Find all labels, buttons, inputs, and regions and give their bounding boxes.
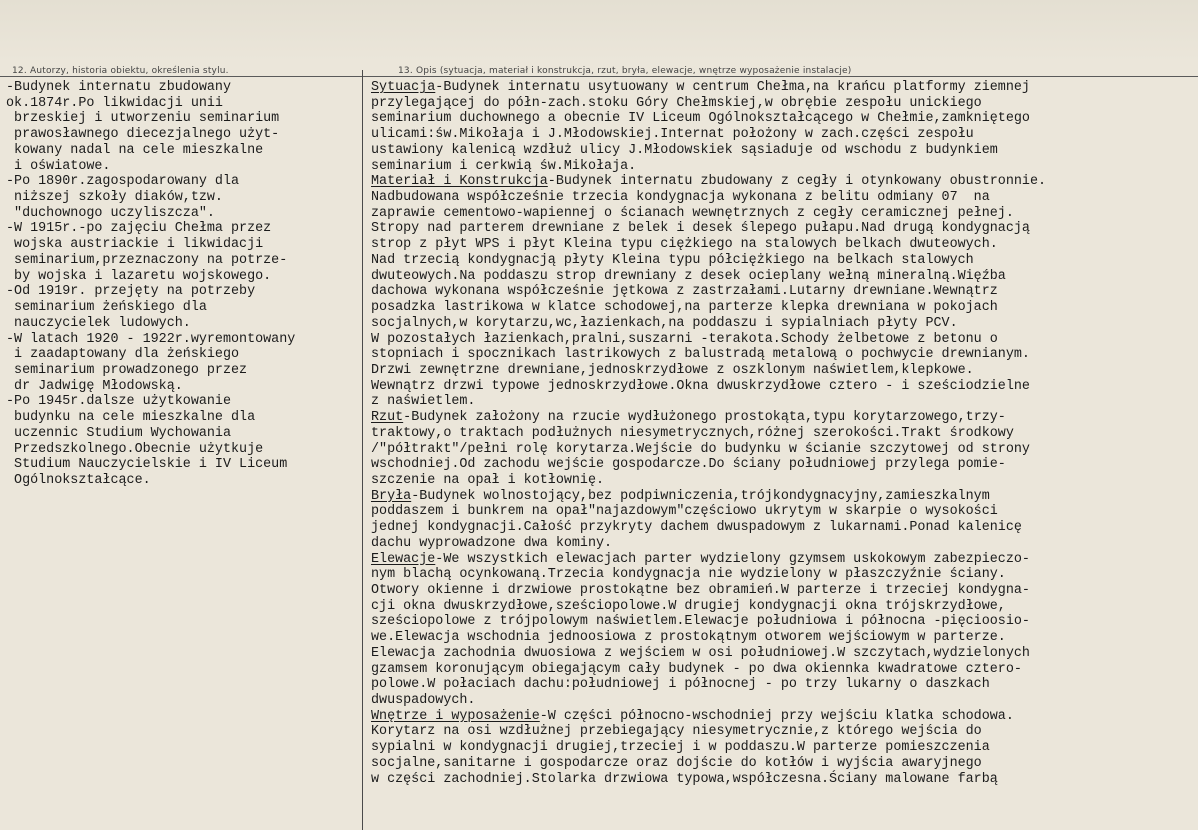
description-text: /"półtrakt"/pełni rolę korytarza.Wejście do budynku w ścianie szczytowej od strony: [371, 441, 1030, 457]
description-text: strop z płyt WPS i płyt Kleina typu ciężkiego na stalowych belkach dwuteowych.: [371, 237, 998, 253]
description-text: ulicami:św.Mikołaja i J.Młodowskiej.Internat położony w zach.części zespołu: [371, 127, 974, 143]
description-line: [371, 662, 1189, 678]
description-text: szczenie na opał i kotłownię.: [371, 472, 605, 488]
section-heading: Wnętrze i wyposażenie: [371, 708, 540, 724]
description-line: [371, 269, 1189, 285]
horizontal-rule: [0, 76, 1198, 77]
description-line: [371, 536, 1189, 552]
description-text: posadzka lastrikowa w klatce schodowej,na parterze klepka drewniana w pokojach: [371, 300, 998, 316]
description-text: jednej kondygnacji.Całość przykryty dachem dwuspadowym z lukarnami.Ponad kalenicę: [371, 520, 1022, 536]
history-line: wojska austriackie i likwidacji: [6, 237, 264, 253]
history-line: prawosławnego diecezjalnego użyt-: [6, 127, 280, 143]
description-column: [371, 80, 1189, 787]
history-line: Przedszkolnego.Obecnie użytkuje: [6, 441, 264, 457]
description-line: [371, 363, 1189, 379]
top-margin: [0, 0, 1198, 62]
description-line: [371, 693, 1189, 709]
description-line: [371, 489, 1189, 505]
description-text: Otwory okienne i drzwiowe prostokątne bez obramień.W parterze i trzeciej kondygna-: [371, 583, 1030, 598]
section-heading: Bryła: [371, 488, 412, 504]
description-text: seminarium i cerkwią św.Mikołaja.: [371, 158, 637, 174]
history-line: budynku na cele mieszkalne dla: [6, 410, 256, 426]
description-line: [371, 677, 1189, 693]
description-text: Nad trzecią kondygnacją płyty Kleina typu półciężkiego na belkach stalowych: [371, 252, 974, 268]
description-text: Stropy nad parterem drewniane z belek i desek ślepego pułapu.Nad drugą kondygnacją: [371, 221, 1030, 237]
description-text: Nadbudowana współcześnie trzecia kondygnacja wykonana z belitu odmiany 07 na: [371, 190, 990, 206]
description-line: [371, 111, 1189, 127]
history-column: [6, 80, 362, 489]
description-text: zaprawie cementowo-wapiennej o ścianach wewnętrznych z cegły ceramicznej pełnej.: [371, 205, 1014, 221]
description-line: [371, 332, 1189, 348]
description-line: [371, 253, 1189, 269]
description-line: [371, 504, 1189, 520]
description-line: [371, 159, 1189, 175]
description-line: [371, 300, 1189, 316]
history-line: Studium Nauczycielskie i IV Liceum: [6, 457, 288, 473]
description-text: stopniach i spocznikach lastrikowych z balustradą metalową o pochwycie drewnianym.: [371, 347, 1030, 363]
description-text: -Budynek internatu usytuowany w centrum Chełma,na krańcu platformy ziemnej: [435, 80, 1030, 95]
description-text: Elewacja zachodnia dwuosiowa z wejściem w osi południowej.W szczytach,wydzielonych: [371, 645, 1030, 661]
description-text: ustawiony kalenicą wzdłuż ulicy J.Młodowskiek sąsiaduje od wschodu z budynkiem: [371, 142, 998, 158]
description-line: [371, 740, 1189, 756]
history-line: seminarium,przeznaczony na potrze-: [6, 252, 288, 268]
description-text: -W części północno-wschodniej przy wejściu klatka schodowa.: [539, 708, 1014, 724]
right-column-header: 13. Opis (sytuacja, materiał i konstrukcja, rzut, bryła, elewacje, wnętrze wyposażenie instalacje): [398, 66, 852, 76]
description-line: [371, 599, 1189, 615]
description-text: W pozostałych łazienkach,pralni,suszarni -terakota.Schody żelbetowe z betonu o: [371, 331, 998, 347]
left-column-header: 12. Autorzy, historia obiektu, określenia stylu.: [12, 66, 229, 76]
description-line: [371, 206, 1189, 222]
description-line: [371, 174, 1189, 190]
description-line: [371, 284, 1189, 300]
description-text: dachu wyprowadzone dwa kominy.: [371, 535, 613, 551]
history-line: -W latach 1920 - 1922r.wyremontowany: [6, 331, 296, 347]
description-text: Wewnątrz drzwi typowe jednoskrzydłowe.Okna dwuskrzydłowe cztero - i sześciodzielne: [371, 378, 1030, 394]
history-line: brzeskiej i utworzeniu seminarium: [6, 111, 280, 127]
history-line: kowany nadal na cele mieszkalne: [6, 142, 264, 158]
description-line: [371, 410, 1189, 426]
description-line: [371, 143, 1189, 159]
description-line: [371, 724, 1189, 740]
history-line: -Po 1890r.zagospodarowany dla: [6, 174, 240, 190]
history-line: niższej szkoły diaków,tzw.: [6, 190, 223, 206]
history-line: seminarium żeńskiego dla: [6, 300, 207, 316]
description-line: [371, 96, 1189, 112]
description-text: polowe.W połaciach dachu:południowej i północnej - po trzy lukarny o daszkach: [371, 677, 990, 693]
description-line: [371, 630, 1189, 646]
description-text: we.Elewacja wschodnia jednoosiowa z prostokątnym otworem wejściowym w parterze.: [371, 630, 1006, 646]
description-line: [371, 394, 1189, 410]
description-text: poddaszem i bunkrem na opał"najazdowym"częściowo ukrytym w skarpie o wysokości: [371, 504, 998, 520]
history-line: -Od 1919r. przejęty na potrzeby: [6, 284, 256, 300]
description-text: Korytarz na osi wzdłużnej przebiegający niesymetrycznie,z którego wejścia do: [371, 724, 982, 740]
description-line: [371, 190, 1189, 206]
history-line: ok.1874r.Po likwidacji unii: [6, 95, 223, 111]
description-line: [371, 583, 1189, 599]
description-text: sześciopolowe z trójpolowym naświetlem.Elewacje południowa i północna -pięcioosio-: [371, 614, 1030, 630]
description-text: -Budynek internatu zbudowany z cegły i otynkowany obustronnie.: [547, 174, 1047, 190]
description-text: cji okna dwuskrzydłowe,sześciopolowe.W drugiej kondygnacji okna trójskrzydłowe,: [371, 598, 1006, 614]
description-text: socjalne,sanitarne i gospodarcze oraz dojście do kotłów i wyjścia awaryjnego: [371, 755, 982, 771]
description-line: [371, 379, 1189, 395]
history-line: uczennic Studium Wychowania: [6, 425, 231, 441]
description-line: [371, 457, 1189, 473]
description-text: traktowy,o traktach podłużnych niesymetrycznych,różnej szerokości.Trakt środkowy: [371, 425, 1014, 441]
section-heading: Rzut: [371, 410, 404, 426]
description-line: [371, 772, 1189, 788]
description-line: [371, 756, 1189, 772]
description-text: wschodniej.Od zachodu wejście gospodarcze.Do ściany południowej przylega pomie-: [371, 457, 1006, 473]
description-line: [371, 221, 1189, 237]
section-heading: Sytuacja: [371, 80, 436, 95]
history-line: "duchownogo uczyliszcza".: [6, 205, 215, 221]
column-divider: [362, 70, 363, 830]
history-line: -W 1915r.-po zajęciu Chełma przez: [6, 221, 272, 237]
description-text: Drzwi zewnętrzne drewniane,jednoskrzydłowe z oszklonym naświetlem,klepkowe.: [371, 362, 974, 378]
description-line: [371, 442, 1189, 458]
description-line: [371, 127, 1189, 143]
description-line: [371, 567, 1189, 583]
description-text: dachowa wykonana współcześnie jętkowa z zastrzałami.Lutarny drewniane.Wewnątrz: [371, 284, 998, 300]
description-text: gzamsem koronującym obiegającym cały budynek - po dwa okiennka kwadratowe cztero-: [371, 661, 1022, 677]
description-line: [371, 520, 1189, 536]
history-line: nauczycielek ludowych.: [6, 315, 191, 331]
description-text: dwuspadowych.: [371, 693, 476, 709]
description-line: [371, 426, 1189, 442]
description-line: [371, 473, 1189, 489]
description-text: -Budynek wolnostojący,bez podpiwniczenia,trójkondygnacyjny,zamieszkalnym: [411, 488, 990, 504]
description-text: z naświetlem.: [371, 394, 476, 410]
section-heading: Elewacje: [371, 551, 436, 567]
history-line: by wojska i lazaretu wojskowego.: [6, 268, 272, 284]
history-line: dr Jadwigę Młodowską.: [6, 378, 183, 394]
description-line: [371, 237, 1189, 253]
history-line: i oświatowe.: [6, 158, 111, 174]
description-line: [371, 614, 1189, 630]
description-line: [371, 347, 1189, 363]
history-line: seminarium prowadzonego przez: [6, 362, 248, 378]
description-line: [371, 552, 1189, 568]
description-text: w części zachodniej.Stolarka drzwiowa typowa,współczesna.Ściany malowane farbą: [371, 771, 998, 787]
description-line: [371, 80, 1189, 96]
history-line: i zaadaptowany dla żeńskiego: [6, 347, 240, 363]
history-line: -Po 1945r.dalsze użytkowanie: [6, 394, 231, 410]
description-text: przylegającej do półn-zach.stoku Góry Chełmskiej,w obrębie zespołu unickiego: [371, 95, 982, 111]
description-line: [371, 709, 1189, 725]
description-text: -Budynek założony na rzucie wydłużonego prostokąta,typu korytarzowego,trzy-: [403, 410, 1006, 426]
description-text: sypialni w kondygnacji drugiej,trzeciej i w poddaszu.W parterze pomieszczenia: [371, 740, 990, 756]
history-line: -Budynek internatu zbudowany: [6, 80, 231, 95]
description-line: [371, 646, 1189, 662]
description-text: -We wszystkich elewacjach parter wydzielony gzymsem uskokowym zabezpieczo-: [435, 551, 1030, 567]
description-text: nym blachą ocynkowaną.Trzecia kondygnacja nie wydzielony w płaszczyźnie ściany.: [371, 567, 1006, 583]
description-text: socjalnych,w korytarzu,wc,łazienkach,na poddaszu i sypialniach płyty PCV.: [371, 315, 958, 331]
history-line: Ogólnokształcące.: [6, 472, 151, 488]
section-heading: Materiał i Konstrukcja: [371, 174, 548, 190]
description-text: dwuteowych.Na poddaszu strop drewniany z desek ocieplany wełną mineralną.Więźba: [371, 268, 1006, 284]
description-text: seminarium duchownego a obecnie IV Liceum Ogólnokształcącego w Chełmie,zamkniętego: [371, 111, 1030, 127]
description-line: [371, 316, 1189, 332]
